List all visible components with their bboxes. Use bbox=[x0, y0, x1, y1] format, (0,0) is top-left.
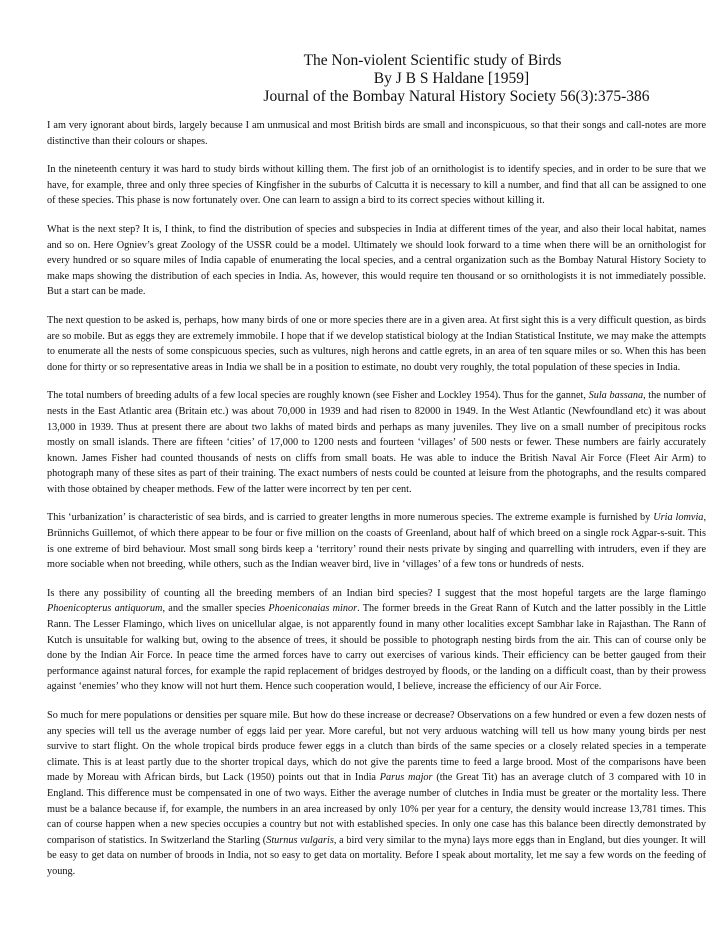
paragraph-text: , Brünnichs Guillemot, of which there appear to be four or five million on the coasts of Greenland, about half of which breed on a single rock Agpar-s-suit. This is one extreme of bird behaviour. Most small song birds keep a ‘territory’ round their nests private by singing and quarrelling with intruders, even if they are more sociable when not breeding, while others, such as the Indian weaver bird, live in ‘villages’ of a few tons or hundreds of nests. bbox=[47, 512, 706, 571]
article-author: By J B S Haldane [1959] bbox=[373, 70, 530, 87]
paragraph-text: Is there any possibility of counting all the breeding members of an Indian bird species? I suggest that the most hopeful targets are the large flamingo bbox=[47, 587, 706, 599]
paragraph-8 bbox=[47, 708, 706, 880]
paragraph-6 bbox=[47, 510, 706, 572]
paragraph-text: . The former breeds in the Great Rann of Kutch and the latter possibly in the Little Rann. The Lesser Flamingo, which lives on unicellular algae, is not apparently found in many other localities except Sambhar lake in Rajasthan. The Rann of Kutch is unsuitable for walking but, owing to the absence of trees, it should be possible to photograph nesting birds from the air. This can of course only be done by the Indian Air Force. In peace time the armed forces have to carry out exercises of various kinds. Their efficiency can be better gauged from their performance against natural forces, for example the rapid replacement of bridges destroyed by floods, or the landing on a difficult coast, than by their prowess against ‘enemies’ who they know will not hurt them. Hence such cooperation would, I believe, increase the efficiency of our Air Force. bbox=[47, 603, 707, 693]
paragraph-text: (the Great Tit) has an average clutch of 3 compared with 10 in England. This difference must be compensated in one of two ways. Either the average number of clutches in India must be greater or the mortality less. There must be a balance because if, for example, the numbers in an area increased by only 10% per year for a century, the density would increase 13,781 times. This can of course happen when a new species occupies a country but not with established species. In only one case has this balance been directly demonstrated by comparison of statistics. In Switzerland the Starling ( bbox=[47, 772, 706, 846]
paragraph-4: The next question to be asked is, perhaps, how many birds of one or more species there are in a given area. At first sight this is a very difficult question, as birds are so mobile. But as eggs they are extremely immobile. I hope that if we develop statistical biology at the Indian Statistical Institute, we may make the attempts to enumerate all the nests of some conspicuous species, such as vultures, nigh herons and cattle egrets, in an area of ten square miles or so. When this has been done for thirty or so representative areas in India we shall be in a position to estimate, no doubt very roughly, the total population of these species in India. bbox=[47, 314, 706, 373]
species-name: Parus major bbox=[379, 772, 433, 784]
paragraph-text: So much for mere populations or densities per square mile. But how do these increase or decrease? Observations on a few hundred or even a few dozen nests of any species will tell us the average number of eggs laid per year. More careful, but not very arduous watching will tell us how many young birds per nest survive to start flight. On the whole tropical birds produce fewer eggs in a clutch than birds of the same species or a closely related species in a temperate climate. This is at least partly due to the shorter tropical days, which do not give the parents time to feed a large brood. Most of the comparisons have been made by Moreau with African birds, but Lack (1950) points out that in India bbox=[47, 710, 706, 784]
species-name: Phoenicopterus antiquorum bbox=[47, 603, 163, 615]
paragraph-text: The total numbers of breeding adults of a few local species are roughly known (see Fisher and Lockley 1954). Thus for the gannet, bbox=[47, 390, 589, 402]
species-name: Sturnus vulgaris bbox=[266, 834, 334, 846]
paragraph-text: , a bird very similar to the myna) lays more eggs than in England, but dies younger. It will be easy to get data on number of broods in India, not so easy to get data on mortality. Before I speak about mortality, let me say a few words on the feeding of young. bbox=[47, 834, 706, 877]
paragraph-3: What is the next step? It is, I think, to find the distribution of species and subspecies in India at different times of the year, and also their local habitat, names and so on. Here Ogniev’s great Zoology of the USSR could be a model. Ultimately we should look forward to a time when there will be an ornithologist for every hundred or so square miles of India capable of enumerating the local species, and a central organization such as the Bombay Natural History Society to make maps showing the distribution of each species in India. As, however, this would require ten thousand or so ornithologists it is not immediately possible. But a start can be made. bbox=[47, 223, 706, 298]
species-name: Sula bassana bbox=[588, 390, 644, 402]
species-name: Phoeniconaias minor bbox=[268, 603, 358, 615]
paragraph-1: I am very ignorant about birds, largely because I am unmusical and most British birds are small and inconspicuous, so that their songs and call-notes are more distinctive than their colours or shapes. bbox=[47, 120, 706, 147]
paragraph-text: , the number of nests in the East Atlantic area (Britain etc.) was about 70,000 in 1939 and had risen to 82000 in 1949. In the West Atlantic (Newfoundland etc) it was about 13,000 in 1939. Thus at present there are about two lakhs of mated birds and perhaps as many juveniles. They live on a small number of precipitous rocks mostly on small islands. There are fifteen ‘cities’ of 17,000 to 1200 nests and fourteen ‘villages’ of 500 nests or fewer. These numbers are fairly accurately known. James Fisher had counted thousands of nests on cliffs from small boats. He was able to induce the British Naval Air Force (Fleet Air Arm) to photograph many of these sites as part of their training. The exact numbers of nests could be counted at leisure from the photographs, and the results compared with those obtained by cheaper methods. Few of the latter were incorrect by ten per cent. bbox=[47, 390, 707, 495]
article-title: The Non-violent Scientific study of Birds bbox=[303, 52, 562, 69]
paragraph-2: In the nineteenth century it was hard to study birds without killing them. The first job of an ornithologist is to identify species, and in order to be sure that we have, for example, three and only three species of Kingfisher in the suburbs of Calcutta it is necessary to kill a number, and find that all can be assigned to one of these species. This phase is now fortunately over. One can learn to assign a bird to its correct species without killing it. bbox=[47, 164, 706, 207]
article-header bbox=[47, 52, 706, 106]
paragraph-text: This ‘urbanization’ is characteristic of sea birds, and is carried to greater lengths in more numerous species. The extreme example is furnished by bbox=[47, 512, 654, 524]
paragraph-7 bbox=[47, 586, 706, 695]
journal-citation: Journal of the Bombay Natural History Society 56(3):375-386 bbox=[263, 88, 650, 105]
species-name: Uria lomvia bbox=[653, 512, 704, 524]
paragraph-5 bbox=[47, 388, 706, 497]
paragraph-text: , and the smaller species bbox=[162, 603, 269, 615]
